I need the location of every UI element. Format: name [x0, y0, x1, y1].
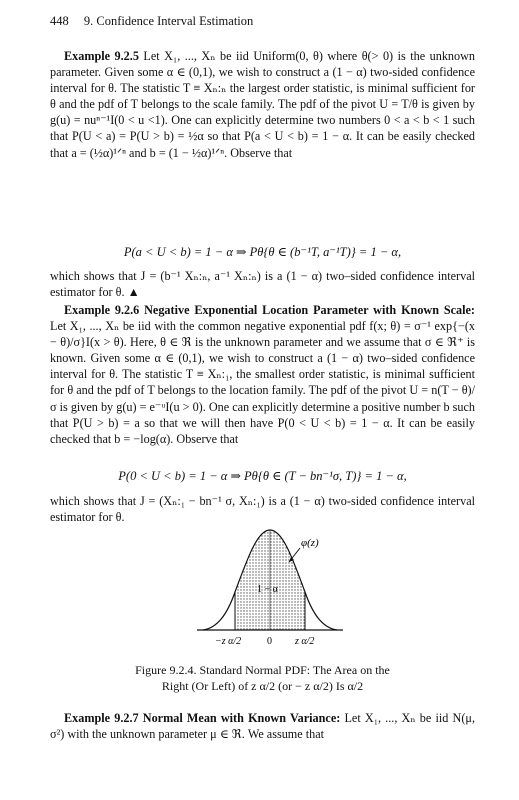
example-9-2-6-text: Let X₁, ..., Xₙ be iid with the common negative exponential pdf f(x; θ) = σ⁻¹ exp{−(x − θ)/σ}I(x > θ). Here, θ ∈ ℜ is the unknown parameter and we assume that σ ∈ ℜ⁺ is known. Given some α ∈ (0,1), we wish to construct a (1 − α) two–sided confidence interval for θ. The statistic T ≡ Xₙ:₁, the smallest order statistic, is minimal sufficient for θ and the pdf of T belongs to the location family. The pdf of the pivot U = n(T − θ)/σ is given by g(u) = e⁻ᵘI(u > 0). One can explicitly determine a positive number b such that P(U > b) = a so that we will then have P(0 < U < b) = 1 − α. It can be easily checked that b = −log(α). Observe that: [50, 319, 475, 446]
example-9-2-5-conclusion: which shows that J = (b⁻¹ Xₙ:ₙ, a⁻¹ Xₙ:ₙ) is a (1 − α) two–sided confidence interval estimator for θ. ▲: [50, 269, 475, 300]
caption-line-2: Right (Or Left) of z α/2 (or − z α/2) Is α/2: [161, 679, 364, 693]
running-header: [50, 14, 253, 29]
curve-label: φ(z): [301, 537, 319, 549]
example-9-2-7-paragraph: [50, 710, 475, 742]
normal-pdf-svg: [195, 520, 345, 650]
figure-caption: [50, 662, 475, 694]
example-9-2-7-text: Let X₁, ..., Xₙ be iid N(μ, σ²) with the unknown parameter μ ∈ ℜ. We assume that: [50, 711, 475, 742]
example-9-2-6-conclusion: which shows that J = (Xₙ:₁ − bn⁻¹ σ, Xₙ:₁) is a (1 − α) two-sided confidence interval estimator for θ.: [50, 494, 475, 525]
caption-line-1: Figure 9.2.4. Standard Normal PDF: The Area on the: [135, 663, 390, 677]
normal-pdf-figure: [195, 520, 345, 650]
example-9-2-5-text: Let X₁, ..., Xₙ be iid Uniform(0, θ) where θ(> 0) is the unknown parameter. Given some α ∈ (0,1), we wish to construct a (1 − α) two-sided confidence interval for θ. The statistic T ≡ Xₙ:ₙ the largest order statistic, is minimal sufficient for θ and the pdf of T belongs to the scale family. The pdf of the pivot U = T/θ is given by g(u) = nuⁿ⁻¹I(0 < u <1). One can explicitly determine two numbers 0 < a < b < 1 such that P(U < a) = P(U > b) = ½α so that P(a < U < b) = 1 − α. It can be easily checked that a = (½α)¹ᐟⁿ and b = (1 − ½α)¹ᐟⁿ. Observe that: [50, 49, 475, 160]
chapter-title: 9. Confidence Interval Estimation: [83, 14, 254, 28]
example-9-2-6-equation: P(0 < U < b) = 1 − α ⇒ Pθ{θ ∈ (T − bn⁻¹σ, T)} = 1 − α,: [118, 469, 407, 483]
tick-left-label: −z α/2: [215, 636, 242, 647]
example-9-2-6-paragraph: [50, 302, 475, 447]
page-number: 448: [50, 14, 69, 28]
tick-mid-label: 0: [267, 636, 272, 647]
example-9-2-5-title: Example 9.2.5: [64, 49, 139, 63]
example-9-2-5-equation: P(a < U < b) = 1 − α ⇒ Pθ{θ ∈ (b⁻¹T, a⁻¹T)} = 1 − α,: [123, 245, 402, 259]
example-9-2-7-title: Example 9.2.7 Normal Mean with Known Variance:: [64, 711, 341, 725]
example-9-2-5-paragraph: [50, 48, 475, 161]
example-9-2-6-title: Example 9.2.6 Negative Exponential Location Parameter with Known Scale:: [64, 303, 475, 317]
area-label: 1 − α: [257, 584, 278, 595]
tick-right-label: z α/2: [295, 636, 315, 647]
